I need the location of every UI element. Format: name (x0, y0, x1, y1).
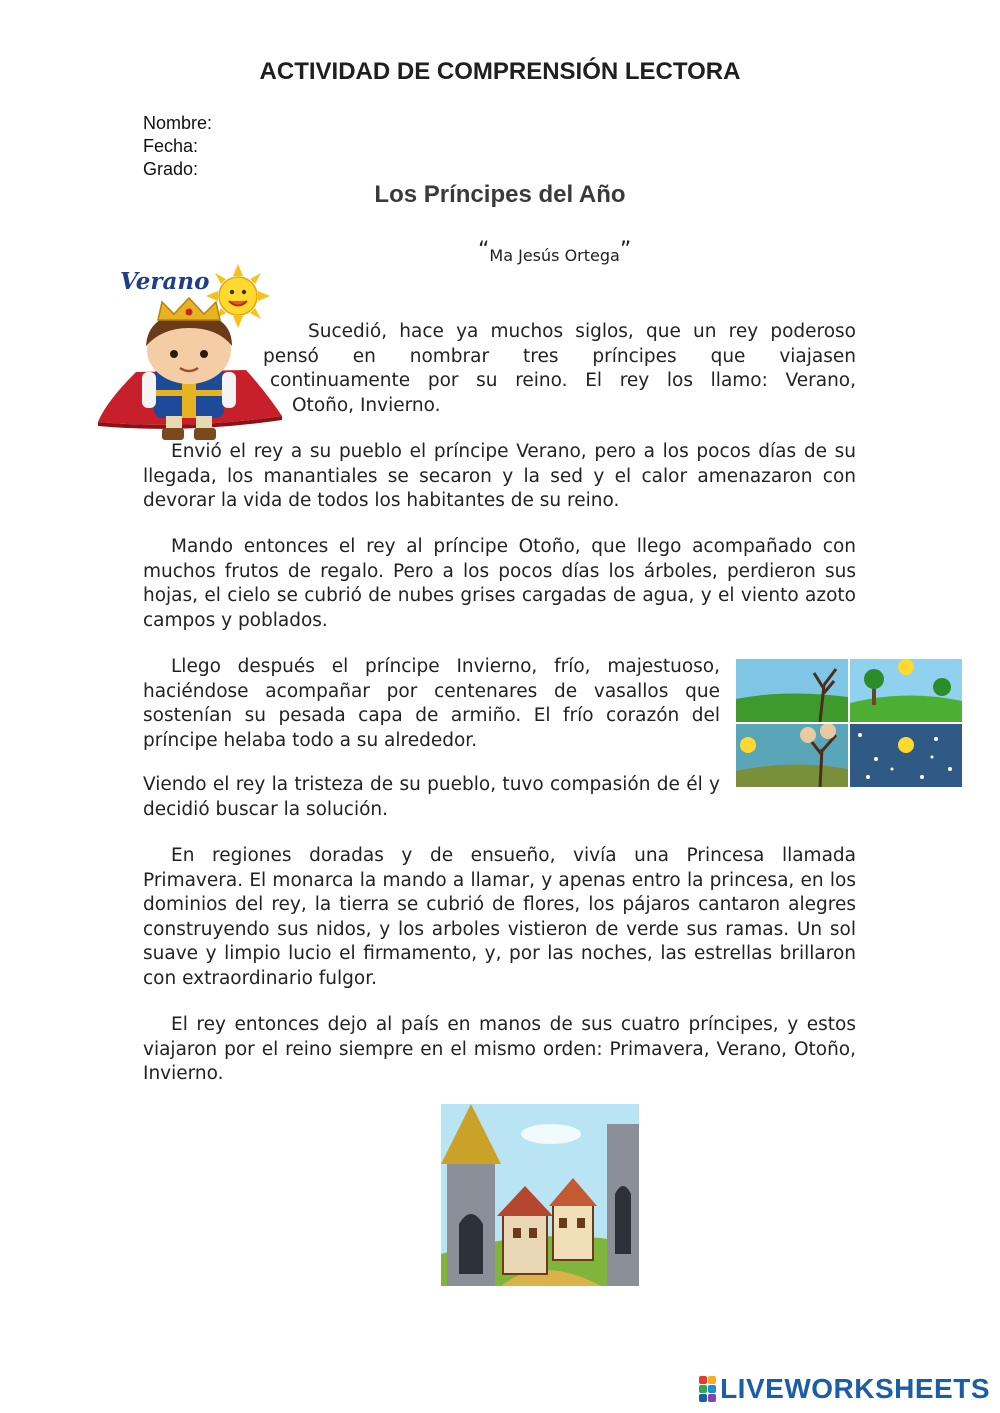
four-seasons-illustration (736, 659, 962, 787)
story-title: Los Príncipes del Año (374, 181, 626, 208)
prince-icon (96, 262, 286, 442)
paragraph-3: Mando entonces el rey al príncipe Otoño, que llego acompañado con muchos frutos de regalo. Pero a los pocos días los árboles, perdieron sus hojas, el cielo se cubrió de nubes grises cargadas de agua, y el viento azoto campos y poblados. (143, 536, 856, 631)
watermark-text: LIVEWORKSHEETS (720, 1373, 990, 1404)
paragraph-2: Envió el rey a su pueblo el príncipe Verano, pero a los pocos días de su llegada, los manantiales se secaron y la sed y el calor amenazaron con devorar la vida de todos los habitantes de su reino. (143, 441, 856, 511)
author-credit: “Ma Jesús Ortega” (478, 238, 632, 265)
author-name: Ma Jesús Ortega (489, 246, 620, 265)
grado-field-label: Grado: (143, 159, 199, 179)
fecha-field-label: Fecha: (143, 136, 199, 156)
paragraph-7: El rey entonces dejo al país en manos de sus cuatro príncipes, y estos viajaron por el reino siempre en el mismo orden: Primavera, Verano, Otoño, Invierno. (143, 1014, 856, 1084)
liveworksheets-watermark (699, 1373, 990, 1405)
prince-verano-illustration (96, 262, 286, 442)
paragraph-5: Viendo el rey la tristeza de su pueblo, tuvo compasión de él y decidió buscar la solución. (143, 774, 720, 820)
paragraph-4: Llego después el príncipe Invierno, frío, majestuoso, haciéndose acompañar por centenares de vasallos que sostenían su pesada capa de armiño. El frío corazón del príncipe helaba todo a su alrededor. (143, 656, 720, 751)
verano-caption: Verano (120, 268, 210, 295)
paragraph-1: Sucedió, hace ya muchos siglos, que un rey poderoso pensó en nombrar tres príncipes que viajasen continuamente por su reino. El rey los llamo: Verano, Otoño, Invierno. (263, 321, 856, 416)
nombre-field-label: Nombre: (143, 113, 213, 133)
paragraph-6: En regiones doradas y de ensueño, vivía una Princesa llamada Primavera. El monarca la mando a llamar, y apenas entro la princesa, en los dominios del rey, la tierra se cubrió de flores, los pájaros cantaron alegres construyendo sus nidos, y los arboles vistieron de verde sus ramas. Un sol suave y limpio lucio el firmamento, y, por las noches, las estrellas brillaron con extraordinario fulgor. (143, 845, 856, 989)
worksheet-heading: ACTIVIDAD DE COMPRENSIÓN LECTORA (259, 58, 741, 85)
liveworksheets-logo-icon (699, 1376, 716, 1402)
castle-village-illustration (441, 1104, 639, 1286)
